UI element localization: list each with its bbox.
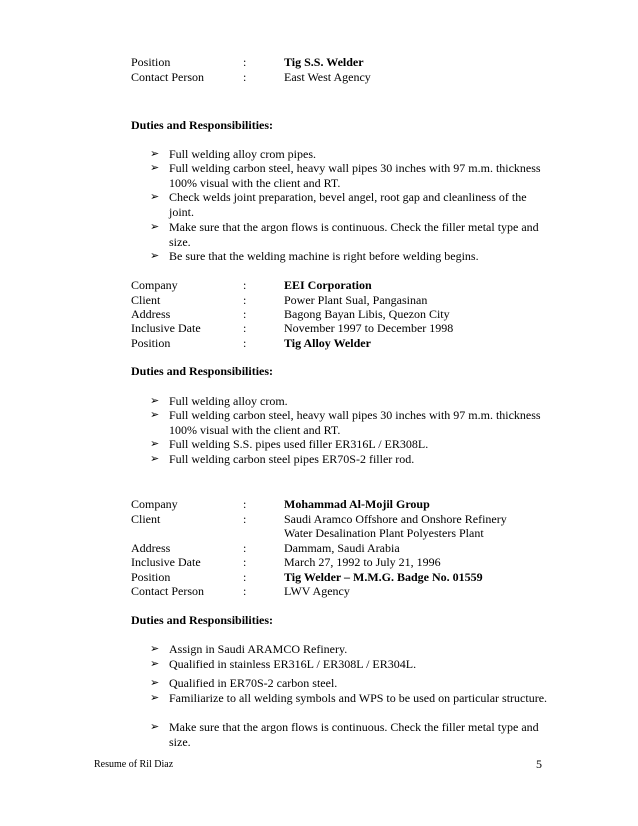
list-item-text: Qualified in ER70S-2 carbon steel.	[169, 676, 338, 690]
field-label: Contact Person	[131, 584, 204, 598]
field-label: Position	[131, 570, 171, 584]
list-item-text: Full welding alloy crom.	[169, 394, 288, 408]
field-value: Tig S.S. Welder	[284, 55, 364, 69]
field-value: Saudi Aramco Offshore and Onshore Refinery	[284, 512, 507, 526]
list-item-text: Full welding S.S. pipes used filler ER316L / ER308L.	[169, 437, 429, 451]
field-label: Inclusive Date	[131, 321, 201, 335]
list-item-text: Full welding alloy crom pipes.	[169, 147, 316, 161]
field-label: Inclusive Date	[131, 555, 201, 569]
list-item-text: Full welding carbon steel, heavy wall pipes 30 inches with 97 m.m. thickness 100% visual with the client and RT.	[169, 161, 541, 190]
footer-resume-name: Resume of Ril Diaz	[94, 759, 174, 770]
duties-heading: Duties and Responsibilities:	[131, 118, 274, 132]
field-label: Address	[131, 307, 171, 321]
field-colon: :	[243, 307, 247, 321]
list-item-text: Familiarize to all welding symbols and WPS to be used on particular structure.	[169, 691, 548, 705]
field-value: Power Plant Sual, Pangasinan	[284, 293, 428, 307]
arrow-bullet-icon: ➢	[150, 395, 160, 407]
field-colon: :	[243, 541, 247, 555]
field-value: Bagong Bayan Libis, Quezon City	[284, 307, 450, 321]
field-value: Tig Welder – M.M.G. Badge No. 01559	[284, 570, 483, 584]
field-label: Address	[131, 541, 171, 555]
list-item-text: Check welds joint preparation, bevel angel, root gap and cleanliness of the joint.	[169, 190, 527, 219]
list-item-text: Be sure that the welding machine is right before welding begins.	[169, 249, 479, 263]
field-value: Dammam, Saudi Arabia	[284, 541, 400, 555]
arrow-bullet-icon: ➢	[150, 221, 160, 233]
arrow-bullet-icon: ➢	[150, 721, 160, 733]
field-colon: :	[243, 584, 247, 598]
field-value: Tig Alloy Welder	[284, 336, 371, 350]
duties-heading: Duties and Responsibilities:	[131, 364, 274, 378]
field-label: Position	[131, 336, 171, 350]
arrow-bullet-icon: ➢	[150, 191, 160, 203]
duties-heading: Duties and Responsibilities:	[131, 613, 274, 627]
field-colon: :	[243, 512, 247, 526]
list-item-text: Make sure that the argon flows is continuous. Check the filler metal type and size.	[169, 720, 539, 749]
field-label: Contact Person	[131, 70, 204, 84]
field-colon: :	[243, 55, 247, 69]
field-value: LWV Agency	[284, 584, 350, 598]
list-item-text: Full welding carbon steel, heavy wall pipes 30 inches with 97 m.m. thickness 100% visual with the client and RT.	[169, 408, 541, 437]
field-value: Mohammad Al-Mojil Group	[284, 497, 430, 511]
arrow-bullet-icon: ➢	[150, 409, 160, 421]
list-item-text: Qualified in stainless ER316L / ER308L / ER304L.	[169, 657, 417, 671]
field-label: Position	[131, 55, 171, 69]
field-value: EEI Corporation	[284, 278, 372, 292]
field-colon: :	[243, 278, 247, 292]
field-value: November 1997 to December 1998	[284, 321, 454, 335]
field-value: Water Desalination Plant Polyesters Plant	[284, 526, 484, 540]
field-label: Client	[131, 512, 161, 526]
arrow-bullet-icon: ➢	[150, 250, 160, 262]
arrow-bullet-icon: ➢	[150, 438, 160, 450]
field-label: Company	[131, 497, 178, 511]
field-colon: :	[243, 70, 247, 84]
field-label: Company	[131, 278, 178, 292]
arrow-bullet-icon: ➢	[150, 453, 160, 465]
field-colon: :	[243, 336, 247, 350]
arrow-bullet-icon: ➢	[150, 677, 160, 689]
arrow-bullet-icon: ➢	[150, 643, 160, 655]
list-item-text: Full welding carbon steel pipes ER70S-2 filler rod.	[169, 452, 415, 466]
list-item-text: Assign in Saudi ARAMCO Refinery.	[169, 642, 348, 656]
arrow-bullet-icon: ➢	[150, 658, 160, 670]
arrow-bullet-icon: ➢	[150, 162, 160, 174]
field-colon: :	[243, 321, 247, 335]
list-item-text: Make sure that the argon flows is continuous. Check the filler metal type and size.	[169, 220, 539, 249]
field-colon: :	[243, 497, 247, 511]
field-value: East West Agency	[284, 70, 371, 84]
arrow-bullet-icon: ➢	[150, 148, 160, 160]
field-label: Client	[131, 293, 161, 307]
field-colon: :	[243, 555, 247, 569]
page-number: 5	[536, 757, 542, 771]
field-colon: :	[243, 570, 247, 584]
arrow-bullet-icon: ➢	[150, 692, 160, 704]
field-colon: :	[243, 293, 247, 307]
field-value: March 27, 1992 to July 21, 1996	[284, 555, 441, 569]
